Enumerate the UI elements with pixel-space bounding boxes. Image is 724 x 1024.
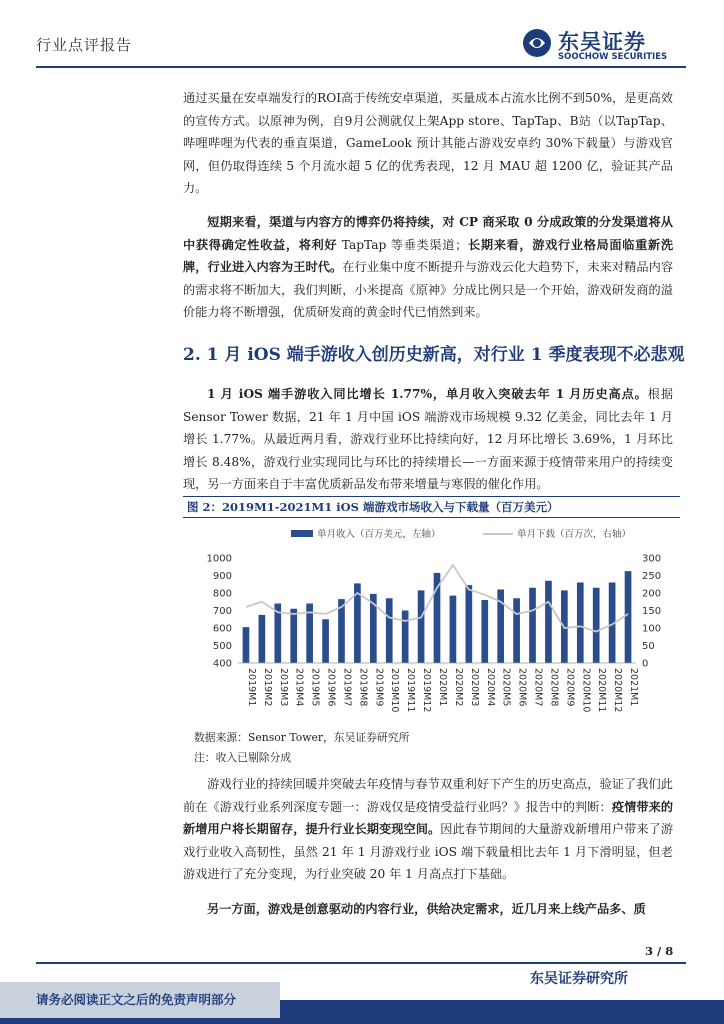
logo-chinese-name: 东吴证券 [558,30,646,54]
figure-title-text: 图 2：2019M1-2021M1 iOS 端游戏市场收入与下载量（百万美元） [187,500,559,514]
x-axis-tick-label: 2019M7 [341,668,353,707]
x-axis-tick-label: 2020M7 [532,668,544,707]
p4-bold-b: 疫情带来的新增用户将长期留存，提升行业长期变现空间。 [183,799,674,836]
figure-title [183,496,680,518]
x-axis-tick-label: 2019M10 [389,668,401,713]
paragraph-4 [183,773,673,886]
revenue-bar [402,611,409,664]
revenue-bar [290,609,297,663]
left-axis-tick-label: 500 [212,641,232,652]
x-axis-tick-label: 2021M1 [628,668,640,707]
revenue-bar [625,571,632,663]
data-source: 数据来源：Sensor Tower，东吴证券研究所 [194,731,410,744]
header-rule [36,66,686,68]
chart-note: 注：收入已剔除分成 [194,751,292,764]
legend-bar-swatch [291,530,313,537]
legend-bar-label: 单月收入（百万美元，左轴） [317,529,441,540]
page-number: 3 / 8 [645,944,674,958]
x-axis-tick-label: 2020M8 [548,668,560,707]
p2-normal-b: TapTap 等垂类渠道； [337,237,468,252]
footer-org: 东吴证券研究所 [530,971,628,987]
revenue-bar [243,627,250,663]
legend-line-label: 单月下载（百万次，右轴） [517,529,632,540]
footer-rule [36,962,686,964]
revenue-bar [465,585,472,663]
x-axis-tick-label: 2020M2 [452,668,464,707]
x-axis-tick-label: 2019M2 [261,668,273,707]
x-axis-tick-label: 2020M6 [516,668,528,707]
p4-normal-c: 因此春节期间的大量游戏新增用户带来了游戏行业收入高韧性，虽然 21 年 1 月游戏行业 iOS 端下载量相比去年 1 月下滑明显，但老游戏进行了充分变现，为行业突破 20 年 1 月高点打下基础。 [183,822,674,881]
paragraph-2 [183,211,673,324]
revenue-bar [545,581,552,663]
revenue-bar [450,596,457,663]
x-axis-tick-label: 2020M1 [437,668,448,707]
right-axis-tick-label: 250 [642,571,662,582]
p2-normal-d: 在行业集中度不断提升与游戏云化大趋势下，未来对精品内容的需求将不断加大，我们判断，小米提高《原神》分成比例只是一个开始，游戏研发商的溢价能力将不断增强，优质研发商的黄金时代已悄然到来。 [183,260,674,319]
left-axis-tick-label: 800 [212,588,232,600]
paragraph-1: 通过买量在安卓端发行的ROI高于传统安卓渠道，买量成本占流水比例不到50%，是更高效的宣传方式。以原神为例，自9月公测就仅上架App store、TapTap、B站（以TapTap、哔哩哔哩为代表的垂直渠道，GameLook 预计其能占游戏安卓约 30%下载量）与游戏官网，但仍取得连续 5 个月流水超 5 亿的优秀表现，12 月 MAU 超 1200 亿，验证其产品力。 [183,91,673,195]
company-logo [522,26,672,66]
revenue-bar [577,583,584,664]
right-axis-tick-label: 300 [642,553,662,565]
p5-text: 另一方面，游戏是创意驱动的内容行业，供给决定需求，近几月来上线产品多、质 [207,902,646,916]
right-axis-tick-label: 50 [642,641,655,652]
revenue-bar [259,615,266,663]
section-title: 2. 1 月 iOS 端手游收入创历史新高，对行业 1 季度表现不必悲观 [183,345,685,365]
x-axis-tick-label: 2019M8 [357,668,369,707]
right-axis-tick-label: 200 [642,588,662,600]
p3-bold-a: 1 月 iOS 端手游收入同比增长 1.77%，单月收入突破去年 1 月历史高点。 [207,387,648,401]
revenue-bar [529,588,536,663]
revenue-bar [418,590,425,663]
x-axis-tick-label: 2020M12 [612,668,624,713]
x-axis-tick-label: 2020M10 [580,668,592,713]
x-axis-tick-label: 2019M4 [293,668,305,707]
left-axis-tick-label: 700 [212,606,232,617]
x-axis-tick-label: 2019M3 [277,668,289,707]
revenue-download-chart [183,520,680,725]
x-axis-tick-label: 2019M12 [421,668,433,713]
x-axis-tick-label: 2019M5 [309,668,321,707]
left-axis-tick-label: 600 [212,623,232,635]
revenue-bar [386,598,393,663]
left-axis-tick-label: 400 [212,658,232,670]
left-axis-tick-label: 900 [212,571,232,582]
x-axis-tick-label: 2020M4 [484,668,496,707]
x-axis-tick-label: 2020M5 [500,668,512,707]
revenue-bar [593,588,600,663]
x-axis-tick-label: 2019M1 [245,668,257,707]
x-axis-tick-label: 2019M11 [405,668,417,713]
x-axis-tick-label: 2019M6 [325,668,337,707]
left-axis-tick-label: 1000 [206,553,232,565]
p3-normal-b: 根据 Sensor Tower 数据，21 年 1 月中国 iOS 端游戏市场规模 9.32 亿美金，同比去年 1 月增长 1.77%。从最近两月看，游戏行业环比持续向好，12 月环比增长 3.69%，1 月环比增长 8.48%，游戏行业实现同比与环比的持续增长—一方面来源于疫情带来用户的持续变现，另一方面来自于丰富优质新品发布带来增量与寒假的催化作用。 [183,387,674,491]
p4-normal-a: 游戏行业的持续回暖并突破去年疫情与春节双重利好下产生的历史高点，验证了我们此前在《游戏行业系列深度专题一：游戏仅是疫情受益行业吗？》报告中的判断： [183,777,673,814]
paragraph-3 [183,383,673,496]
right-axis-tick-label: 150 [642,606,662,617]
revenue-bar [322,619,329,663]
logo-english-name: SOOCHOW SECURITIES [558,52,668,62]
right-axis-tick-label: 100 [642,623,662,635]
x-axis-tick-label: 2020M3 [468,668,480,707]
x-axis-tick-label: 2019M9 [373,668,385,707]
logo-mark-icon [522,28,552,58]
paragraph-5 [183,898,673,921]
report-type-label: 行业点评报告 [36,36,133,54]
revenue-bar [513,598,520,663]
revenue-bar [481,600,488,663]
p2-bold-c: 长期来看，游戏行业格局面临重新洗牌，行业进入内容为王时代。 [183,237,674,274]
x-axis-tick-label: 2020M11 [596,668,608,713]
right-axis-tick-label: 0 [642,658,649,670]
footer-disclaimer: 请务必阅读正文之后的免责声明部分 [36,992,237,1007]
p2-bold-a: 短期来看，渠道与内容方的博弈仍将持续，对 CP 商采取 0 分成政策的分发渠道将从中获得确定性收益，将利好 [183,215,673,252]
x-axis-tick-label: 2020M9 [564,668,576,707]
